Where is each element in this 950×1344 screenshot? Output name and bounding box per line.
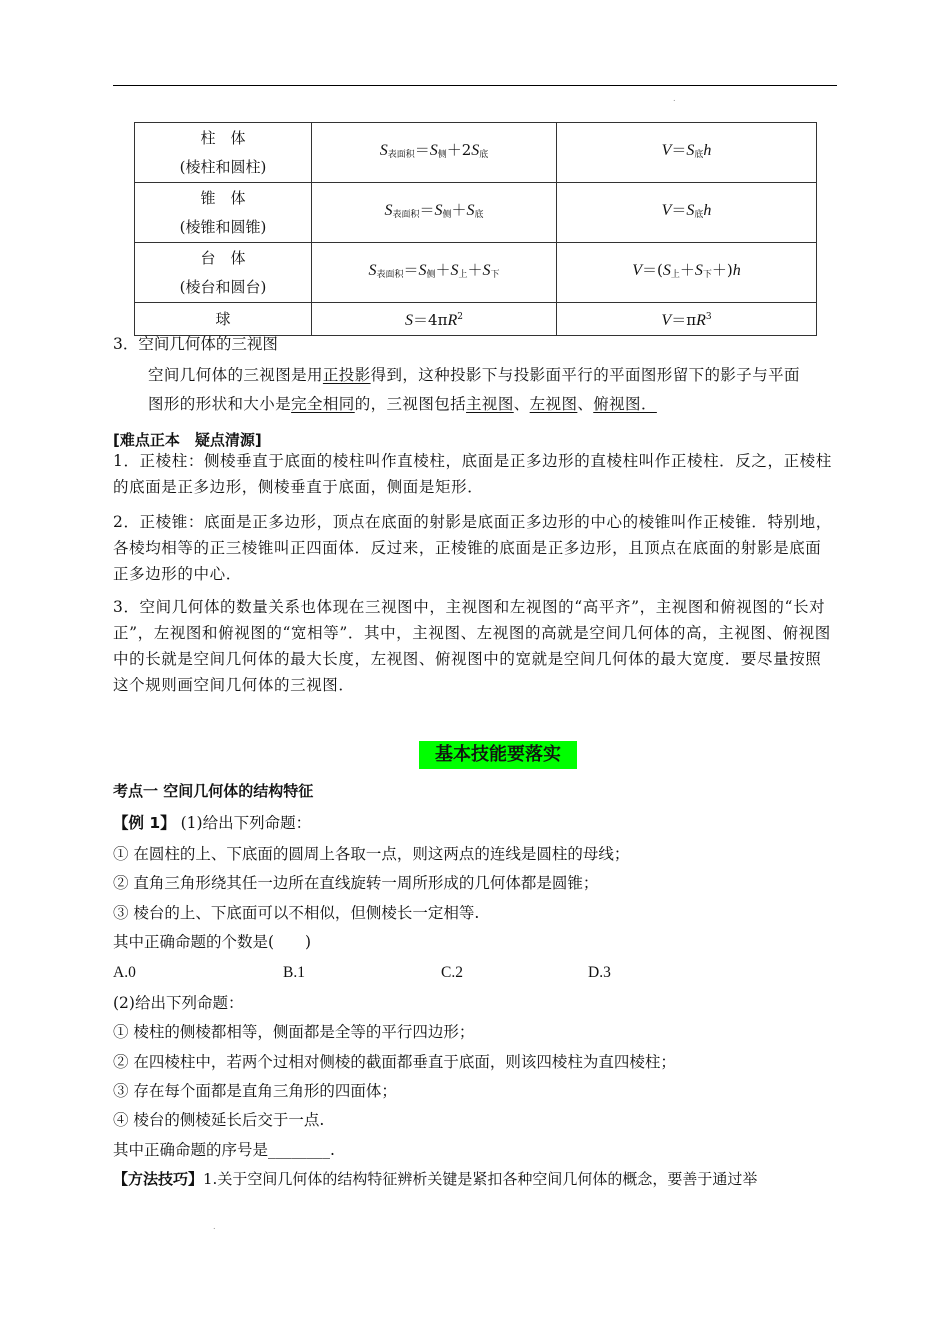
surface-area-cell bbox=[312, 123, 557, 183]
formula-subscript: 底 bbox=[694, 209, 704, 220]
formula-symbol: R bbox=[447, 312, 458, 329]
example-intro bbox=[113, 810, 311, 836]
formula-symbol: h bbox=[703, 141, 712, 159]
formula-symbol: S bbox=[450, 261, 459, 279]
formula-op: ＝ bbox=[403, 260, 419, 279]
formula-symbol: S bbox=[384, 201, 393, 219]
question-prompt: 其中正确命题的个数是( ) bbox=[113, 933, 312, 951]
difficulty-item: 1．正棱柱：侧棱垂直于底面的棱柱叫作直棱柱，底面是正多边形的直棱柱叫作正棱柱．反之，正棱柱的底面是正多边形，侧棱垂直于底面，侧面是矩形． bbox=[113, 452, 832, 496]
list-item: ④ 棱台的侧棱延长后交于一点. bbox=[113, 1111, 325, 1129]
question-intro: (2)给出下列命题： bbox=[113, 994, 244, 1012]
formula-symbol: R bbox=[696, 312, 706, 329]
formula-subscript: 侧 bbox=[426, 269, 436, 280]
list-item: ② 在四棱柱中，若两个过相对侧棱的截面都垂直于底面，则该四棱柱为直四棱柱； bbox=[113, 1053, 676, 1071]
formula-subscript: 底 bbox=[474, 209, 484, 220]
solid-name-cell bbox=[135, 243, 312, 303]
formula-op: ＝ bbox=[414, 140, 430, 159]
underlined-term: 主视图 bbox=[466, 395, 514, 413]
formula-subscript: 侧 bbox=[437, 149, 447, 160]
option-d: D.3 bbox=[588, 964, 611, 981]
formula-op: ＋ bbox=[467, 260, 483, 279]
formula-subscript: 侧 bbox=[442, 209, 452, 220]
table-row bbox=[135, 183, 817, 243]
formula-exponent: 2 bbox=[457, 312, 463, 322]
section-banner: 基本技能要落实 bbox=[419, 741, 577, 769]
question-prompt: 其中正确命题的序号是________. bbox=[113, 1141, 335, 1159]
formula-subscript: 上 bbox=[670, 269, 680, 280]
text-run: 空间几何体的三视图是用 bbox=[148, 366, 323, 384]
text-run: 、 bbox=[577, 395, 594, 413]
formula-symbol: S bbox=[405, 312, 414, 329]
list-item: ② 直角三角形绕其任一边所在直线旋转一周所形成的几何体都是圆锥； bbox=[113, 874, 599, 892]
volume-cell bbox=[557, 123, 817, 183]
table-row bbox=[135, 123, 817, 183]
formula-op: ＋) bbox=[711, 260, 733, 279]
formula-subscript: 底 bbox=[479, 149, 489, 160]
formula-symbol: V bbox=[661, 201, 672, 219]
surface-area-cell bbox=[312, 243, 557, 303]
text-run: 的，三视图包括 bbox=[354, 395, 467, 413]
formula-symbol: S bbox=[686, 201, 695, 219]
underlined-term: 完全相同 bbox=[291, 395, 355, 413]
header-dot: . bbox=[673, 94, 676, 103]
formula-symbol: S bbox=[429, 141, 438, 159]
section-heading: 3．空间几何体的三视图 bbox=[113, 335, 278, 353]
list-item: ③ 棱台的上、下底面可以不相似，但侧棱长一定相等. bbox=[113, 904, 480, 922]
formula-symbol: S bbox=[694, 261, 703, 279]
solid-name: 球 bbox=[215, 309, 231, 328]
formula-op: ＝4π bbox=[413, 311, 448, 329]
formula-symbol: h bbox=[703, 201, 712, 219]
formula-op: ＋ bbox=[451, 200, 467, 219]
volume-cell bbox=[557, 243, 817, 303]
list-item: ① 在圆柱的上、下底面的圆周上各取一点，则这两点的连线是圆柱的母线； bbox=[113, 845, 630, 863]
formula-symbol: V bbox=[632, 261, 642, 279]
solid-subname: (棱柱和圆柱) bbox=[179, 157, 267, 176]
difficulty-item: 2．正棱锥：底面是正多边形，顶点在底面的射影是底面正多边形的中心的棱锥叫作正棱锥．特别地，各棱均相等的正三棱锥叫正四面体．反过来，正棱锥的底面是正多边形，且顶点在底面的射影是底面正多边形的中心． bbox=[113, 513, 832, 583]
formula-symbol: V bbox=[661, 312, 672, 329]
option-c: C.2 bbox=[441, 964, 463, 981]
formula-op: ＝π bbox=[671, 311, 697, 329]
list-item: ① 棱柱的侧棱都相等，侧面都是全等的平行四边形； bbox=[113, 1023, 475, 1041]
formula-exponent: 3 bbox=[705, 312, 712, 322]
text-run: 得到，这种投影下与投影面平行的平面图形留下的影子与平面 bbox=[370, 366, 800, 384]
formula-symbol: S bbox=[471, 141, 480, 159]
solid-subname: (棱台和圆台) bbox=[179, 277, 267, 296]
paragraph-line bbox=[148, 391, 657, 417]
formula-subscript: 上 bbox=[458, 269, 468, 280]
formula-subscript: 底 bbox=[694, 149, 704, 160]
header-rule bbox=[113, 85, 837, 86]
formula-symbol: S bbox=[686, 141, 695, 159]
formula-symbol: S bbox=[379, 141, 388, 159]
table-row bbox=[135, 243, 817, 303]
footer-dot: . bbox=[213, 1222, 216, 1231]
formula-op: ＋ bbox=[435, 260, 451, 279]
volume-cell bbox=[557, 303, 817, 336]
formula-op: ＝ bbox=[671, 200, 687, 219]
solid-name-cell bbox=[135, 123, 312, 183]
underlined-term: 俯视图． bbox=[593, 395, 657, 413]
formula-symbol: S bbox=[662, 261, 671, 279]
solid-name: 柱 体 bbox=[200, 128, 246, 147]
text-run: 图形的形状和大小是 bbox=[148, 395, 292, 413]
formula-symbol: V bbox=[661, 141, 672, 159]
formula-symbol: S bbox=[482, 261, 491, 279]
example-label: 【例 1】 bbox=[113, 814, 176, 832]
list-item: ③ 存在每个面都是直角三角形的四面体； bbox=[113, 1082, 397, 1100]
formula-subscript: 表面积 bbox=[376, 269, 404, 280]
surface-area-cell bbox=[312, 303, 557, 336]
surface-area-cell bbox=[312, 183, 557, 243]
text-run: 1.关于空间几何体的结构特征辨析关键是紧扣各种空间几何体的概念，要善于通过举 bbox=[203, 1170, 758, 1188]
formula-op: ＝ bbox=[671, 140, 687, 159]
option-b: B.1 bbox=[283, 964, 305, 981]
formula-op: ＋ bbox=[679, 260, 695, 279]
formula-symbol: S bbox=[368, 261, 377, 279]
text-run: 、 bbox=[513, 395, 530, 413]
difficulty-item: 3．空间几何体的数量关系也体现在三视图中，主视图和左视图的“高平齐”，主视图和俯视图的“长对正”，左视图和俯视图的“宽相等”．其中，主视图、左视图的高就是空间几何体的高，主视图、俯视图中的长就是空间几何体的最大长度，左视图、俯视图中的宽就是空间几何体的最大宽度．要尽量按照这个规则画空间几何体的三视图． bbox=[113, 598, 831, 694]
formula-symbol: S bbox=[418, 261, 427, 279]
solid-subname: (棱锥和圆锥) bbox=[179, 217, 267, 236]
formula-op: ＝ bbox=[419, 200, 435, 219]
formula-subscript: 下 bbox=[490, 269, 500, 280]
formula-subscript: 表面积 bbox=[392, 209, 420, 220]
topic-heading: 考点一 空间几何体的结构特征 bbox=[113, 782, 314, 800]
difficulty-heading: [难点正本 疑点清源] bbox=[113, 431, 262, 449]
formula-op: ＝( bbox=[642, 260, 663, 279]
solid-name: 锥 体 bbox=[200, 188, 246, 207]
formula-symbol: S bbox=[434, 201, 443, 219]
underlined-term: 左视图 bbox=[529, 395, 578, 413]
volume-cell bbox=[557, 183, 817, 243]
formula-table bbox=[134, 122, 817, 336]
formula-subscript: 表面积 bbox=[387, 149, 415, 160]
formula-symbol: S bbox=[466, 201, 475, 219]
formula-op: ＋2 bbox=[446, 140, 472, 159]
solid-name-cell bbox=[135, 183, 312, 243]
formula-symbol: h bbox=[732, 261, 741, 279]
option-a: A.0 bbox=[113, 964, 136, 981]
paragraph-line bbox=[148, 362, 800, 388]
solid-name: 台 体 bbox=[200, 248, 246, 267]
text-run: (1)给出下列命题： bbox=[175, 814, 312, 832]
method-tip bbox=[113, 1166, 757, 1192]
underlined-term: 正投影 bbox=[322, 366, 371, 384]
method-label: 【方法技巧】 bbox=[113, 1170, 204, 1188]
formula-subscript: 下 bbox=[702, 269, 712, 280]
